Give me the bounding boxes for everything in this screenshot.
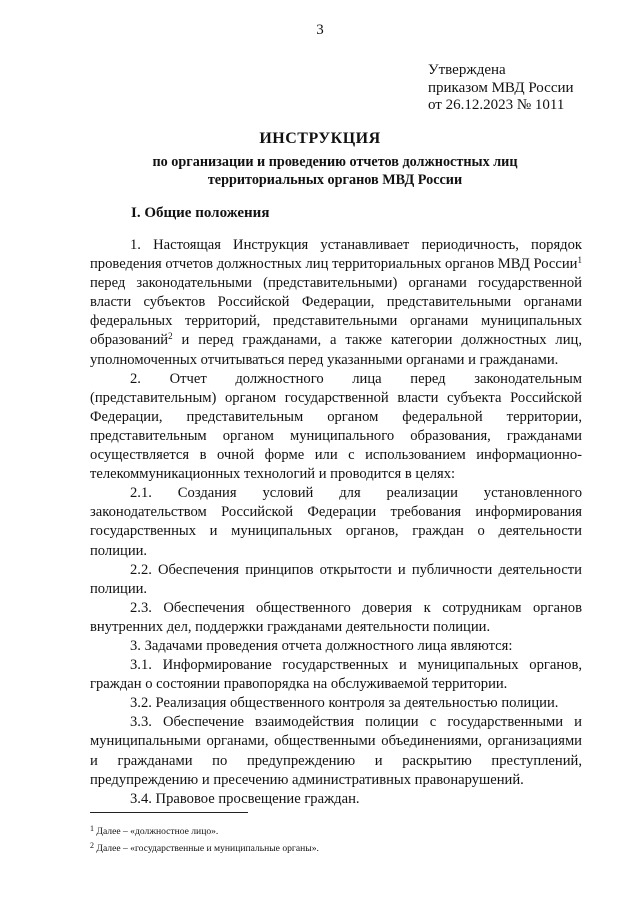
document-title: ИНСТРУКЦИЯ [259,130,381,147]
footnote-1 [90,822,582,839]
paragraph-3-4: 3.4. Правовое просвещение граждан. [130,790,360,807]
paragraph-1-text-b: перед законодательными (представительными) органами государственной власти субъектов Российской Федерации, представительными органами федеральных территорий, представительными органами муниципальных образований [90,275,582,349]
subtitle-line-2: территориальных органов МВД России [207,172,463,188]
approval-line-2: приказом МВД России [428,79,574,96]
paragraph-1 [90,236,582,370]
subtitle-line-1: по организации и проведению отчетов должностных лиц [152,154,518,170]
footnote-2-text: Далее – «государственные и муниципальные органы». [94,843,319,854]
footnote-ref-2: 2 [168,331,173,342]
paragraph-2-2: 2.2. Обеспечения принципов открытости и публичности деятельности полиции. [90,561,582,597]
document-subtitle [100,153,570,189]
paragraph-1-text-a: 1. Настоящая Инструкция устанавливает периодичность, порядок проведения отчетов должностных лиц территориальных органов МВД России [90,237,582,273]
footnote-2 [90,839,582,856]
paragraph-3-2: 3.2. Реализация общественного контроля за деятельностью полиции. [130,695,559,712]
page-number: 3 [316,22,324,38]
paragraph-3: 3. Задачами проведения отчета должностного лица являются: [130,637,513,654]
document-body [90,236,582,809]
paragraph-3-3: 3.3. Обеспечение взаимодействия полиции с государственными и муниципальными органами, общественными объединениями, организациями и гражданами по предупреждению и раскрытию преступлений, предупреждению и пресечению административных правонарушений. [90,714,582,788]
approval-line-1: Утверждена [428,62,506,78]
paragraph-1-text-c: и перед гражданами, а также категории должностных лиц, уполномоченных отчитываться перед указанными органами и гражданами. [90,332,582,368]
footnote-ref-1: 1 [577,255,582,266]
footnote-1-text: Далее – «должностное лицо». [94,826,219,837]
footnotes [90,822,582,856]
paragraph-2: 2. Отчет должностного лица перед законодательным (представительным) органом государственной власти субъекта Российской Федерации, представительным органом федеральной территории, представительным органом муниципального образования, гражданами осуществляется в очной форме или с использованием информационно-телекоммуникационных технологий и проводится в целях: [90,370,582,483]
section-heading: I. Общие положения [131,205,270,221]
paragraph-3-1: 3.1. Информирование государственных и муниципальных органов, граждан о состоянии правопорядка на обслуживаемой территории. [90,657,582,693]
approval-line-3: от 26.12.2023 № 1011 [428,97,565,113]
approval-stamp [428,62,574,115]
footnote-divider [90,812,248,813]
footnote-2-number: 2 [90,841,94,850]
paragraph-2-1: 2.1. Создания условий для реализации установленного законодательством Российской Федерации требования информирования государственных и муниципальных органов, граждан о деятельности полиции. [90,485,582,559]
footnote-1-number: 1 [90,824,94,833]
paragraph-2-3: 2.3. Обеспечения общественного доверия к сотрудникам органов внутренних дел, поддержки гражданами деятельности полиции. [90,599,582,635]
